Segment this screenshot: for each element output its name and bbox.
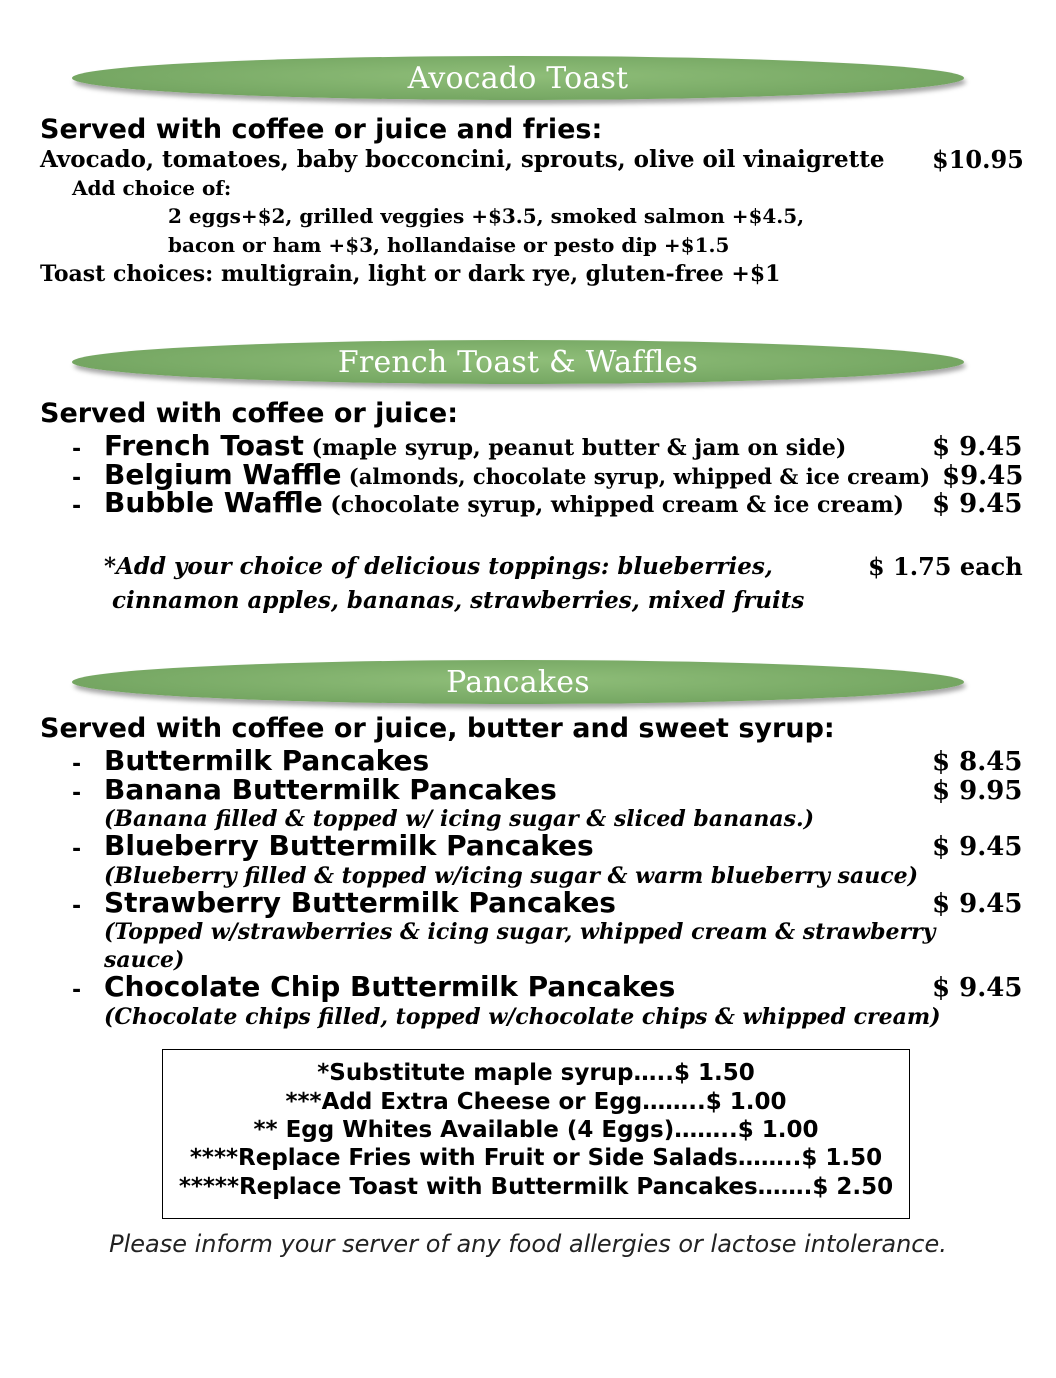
add-choice-label: Add choice of: [72, 176, 232, 200]
banner-pancakes [72, 660, 964, 704]
extras-line: ****Replace Fries with Fruit or Side Salads……..$ 1.50 [189, 1145, 883, 1171]
item-price: $ 9.95 [932, 776, 1023, 806]
menu-item-name: Banana Buttermilk Pancakes [104, 773, 557, 806]
menu-item-name: French Toast [104, 429, 304, 462]
menu-item-description: (Topped w/strawberries & icing sugar, whipped cream & strawberry [104, 919, 936, 945]
section-title: Avocado Toast [407, 60, 629, 96]
item-price: $ 9.45 [932, 832, 1023, 862]
add-on-line: bacon or ham +$3, hollandaise or pesto dip +$1.5 [168, 233, 730, 257]
item-price: $ 9.45 [932, 889, 1023, 919]
menu-item-description: (almonds, chocolate syrup, whipped & ice cream) [341, 464, 931, 489]
menu-item-name: Bubble Waffle [104, 486, 323, 519]
toppings-note: *Add your choice of delicious toppings: blueberries, [104, 553, 773, 580]
list-dash: - [72, 781, 82, 806]
menu-item-name: Buttermilk Pancakes [104, 744, 430, 777]
section-title: Pancakes [446, 664, 590, 700]
item-price: $9.45 [942, 461, 1024, 491]
list-dash: - [72, 837, 82, 862]
extras-line: ***Add Extra Cheese or Egg……..$ 1.00 [285, 1089, 787, 1115]
list-dash: - [72, 437, 82, 462]
menu-item-name: Blueberry Buttermilk Pancakes [104, 829, 594, 862]
menu-item [104, 486, 904, 519]
item-price: $ 9.45 [932, 432, 1023, 462]
menu-item-description: sauce) [104, 947, 185, 973]
menu-item-description: (Banana filled & topped w/ icing sugar & sliced bananas.) [104, 806, 815, 832]
served-with-heading: Served with coffee or juice: [40, 398, 458, 429]
list-dash: - [72, 894, 82, 919]
item-price: $ 9.45 [932, 973, 1023, 1003]
menu-item-description: Avocado, tomatoes, baby bocconcini, sprouts, olive oil vinaigrette [40, 146, 885, 173]
item-price: $10.95 [932, 145, 1024, 174]
menu-item-description: (Chocolate chips filled, topped w/chocolate chips & whipped cream) [104, 1004, 941, 1030]
menu-item-name: Belgium Waffle [104, 458, 342, 491]
section-title: French Toast & Waffles [337, 344, 699, 380]
banner-french-toast-waffles [72, 340, 964, 384]
allergy-notice: Please inform your server of any food allergies or lactose intolerance. [109, 1230, 947, 1258]
toast-choices: Toast choices: multigrain, light or dark rye, gluten-free +$1 [40, 261, 781, 287]
item-price: $ 8.45 [932, 747, 1023, 777]
toppings-price: $ 1.75 each [868, 552, 1023, 581]
item-price: $ 9.45 [932, 489, 1023, 519]
served-with-heading: Served with coffee or juice and fries: [40, 114, 603, 145]
extras-line: *****Replace Toast with Buttermilk Pancakes…….$ 2.50 [178, 1174, 894, 1200]
menu-item [104, 458, 931, 491]
served-with-heading: Served with coffee or juice, butter and sweet syrup: [40, 713, 835, 744]
list-dash: - [72, 978, 82, 1003]
add-on-line: 2 eggs+$2, grilled veggies +$3.5, smoked salmon +$4.5, [168, 204, 805, 228]
list-dash: - [72, 752, 82, 777]
extras-line: ** Egg Whites Available (4 Eggs)……..$ 1.00 [253, 1117, 819, 1143]
menu-item-description: (Blueberry filled & topped w/icing sugar & warm blueberry sauce) [104, 863, 919, 889]
banner-avocado-toast [72, 56, 964, 100]
menu-item-description: (maple syrup, peanut butter & jam on side) [303, 435, 847, 461]
menu-item [104, 429, 847, 462]
menu-item-name: Chocolate Chip Buttermilk Pancakes [104, 970, 676, 1003]
extras-line: *Substitute maple syrup…..$ 1.50 [317, 1060, 755, 1086]
menu-item-name: Strawberry Buttermilk Pancakes [104, 886, 616, 919]
list-dash: - [72, 494, 82, 519]
menu-item-description: (chocolate syrup, whipped cream & ice cream) [322, 492, 904, 518]
toppings-note: cinnamon apples, bananas, strawberries, mixed fruits [112, 587, 805, 614]
list-dash: - [72, 466, 82, 491]
extras-box [162, 1049, 910, 1219]
